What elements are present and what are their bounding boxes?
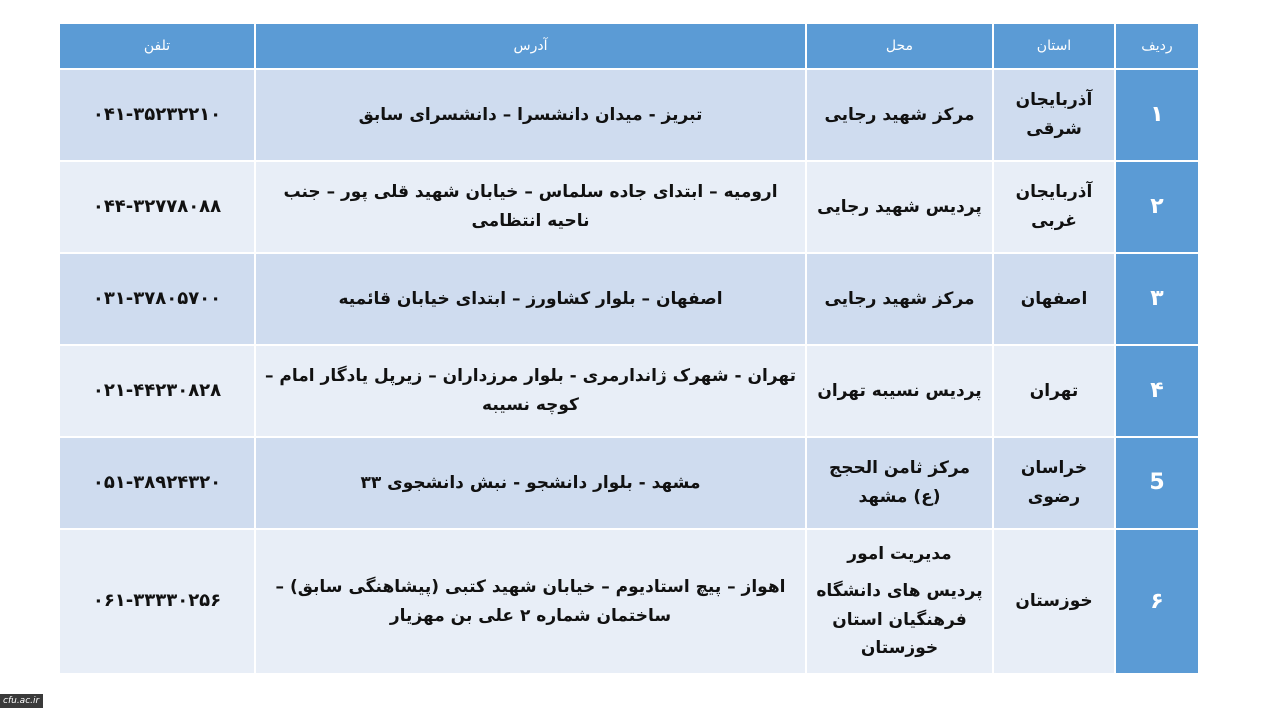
cell-adres: اصفهان – بلوار کشاورز – ابتدای خیابان قائمیه (255, 253, 806, 345)
header-mahal: محل (806, 23, 993, 69)
cell-telefon: ۰۴۱-۳۵۲۳۲۲۱۰ (59, 69, 255, 161)
centers-table (58, 22, 1200, 675)
header-radif: ردیف (1115, 23, 1199, 69)
table-row (59, 69, 1199, 161)
table-row (59, 437, 1199, 529)
header-telefon: تلفن (59, 23, 255, 69)
cell-telefon: ۰۳۱-۳۷۸۰۵۷۰۰ (59, 253, 255, 345)
cell-mahal: پردیس شهید رجایی (806, 161, 993, 253)
cell-telefon: ۰۵۱-۳۸۹۲۴۳۲۰ (59, 437, 255, 529)
watermark-logo: cfu.ac.ir (0, 694, 43, 708)
cell-adres: تبریز - میدان دانشسرا – دانشسرای سابق (255, 69, 806, 161)
cell-mahal-line2: پردیس های دانشگاه فرهنگیان استان خوزستان (816, 580, 983, 659)
table-row (59, 345, 1199, 437)
cell-adres: تهران - شهرک ژاندارمری - بلوار مرزداران – زیرپل یادگار امام – کوچه نسیبه (255, 345, 806, 437)
header-row (59, 23, 1199, 69)
cell-telefon: ۰۶۱-۳۳۳۳۰۲۵۶ (59, 529, 255, 674)
cell-telefon: ۰۲۱-۴۴۲۳۰۸۲۸ (59, 345, 255, 437)
cell-mahal: مرکز شهید رجایی (806, 69, 993, 161)
cell-adres: اهواز – پیچ استادیوم – خیابان شهید کتبی (پیشاهنگی سابق) – ساختمان شماره ۲ علی بن مهزیار (255, 529, 806, 674)
header-ostan: استان (993, 23, 1115, 69)
cell-ostan: خراسان رضوی (993, 437, 1115, 529)
cell-ostan: تهران (993, 345, 1115, 437)
table-row (59, 161, 1199, 253)
cell-mahal: مرکز ثامن الحجج (ع) مشهد (806, 437, 993, 529)
header-adres: آدرس (255, 23, 806, 69)
cell-adres: مشهد - بلوار دانشجو - نبش دانشجوی ۳۳ (255, 437, 806, 529)
cell-telefon: ۰۴۴-۳۲۷۷۸۰۸۸ (59, 161, 255, 253)
table-row (59, 253, 1199, 345)
cell-adres: ارومیه – ابتدای جاده سلماس – خیابان شهید قلی پور – جنب ناحیه انتظامی (255, 161, 806, 253)
cell-ostan: آذربایجان غربی (993, 161, 1115, 253)
cell-ostan: خوزستان (993, 529, 1115, 674)
cell-mahal: مرکز شهید رجایی (806, 253, 993, 345)
cell-mahal-line1: مدیریت امور (847, 543, 952, 564)
row-number: ۳ (1115, 253, 1199, 345)
cell-ostan: آذربایجان شرقی (993, 69, 1115, 161)
row-number: ۱ (1115, 69, 1199, 161)
row-number: 5 (1115, 437, 1199, 529)
table-row (59, 529, 1199, 674)
cell-ostan: اصفهان (993, 253, 1115, 345)
cell-mahal (806, 529, 993, 674)
row-number: ۲ (1115, 161, 1199, 253)
row-number: ۴ (1115, 345, 1199, 437)
cell-mahal: پردیس نسیبه تهران (806, 345, 993, 437)
row-number: ۶ (1115, 529, 1199, 674)
